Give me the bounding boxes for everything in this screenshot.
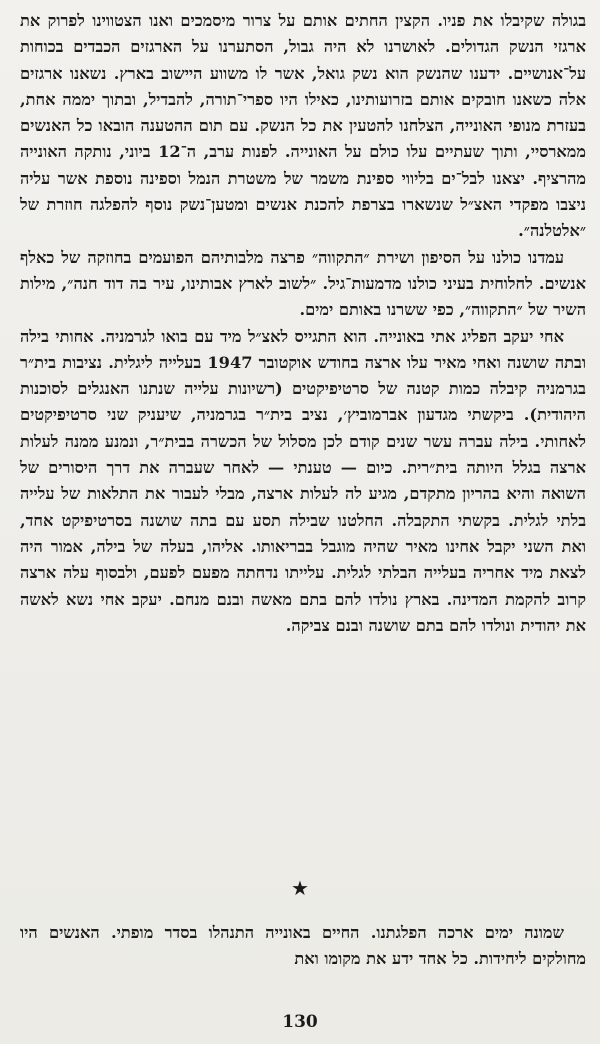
paragraph-1: בגולה שקיבלו את פניו. הקצין החתים אותם על צרור מיסמכים ואנו הצטווינו לפרוק את ארגזי הנשק הגדולים. לאושרנו לא היה גבול, הסתערנו על הארגזים הכבדים בכוחות על־אנושיים. ידענו שהנשק הוא נשק גואל, אשר לו משווע היישוב בארץ. נשאנו ארגזים אלה כשאנו חובקים אותם בזרועותינו, כאילו היו ספרי־תורה, להבדיל, ובתוך יממה אחת, בעזרת מנופי האונייה, הצלחנו להטעין את כל הנשק. עם תום ההטענה הובאו כל האנשים ממארסיי, ותוך שעתיים עלו כולם על האונייה. לפנות ערב, ה־12 ביוני, נותקה האונייה מהרציף. יצאנו לבל־ים בליווי ספינת משמר של משטרת הנמל וספינה נוספת אשר עליה ניצבו מפקדי האצ״ל שנשארו בצרפת להכנת אנשים ומטען־נשק נוסף להפלגה חוזרת של ״אלטלנה״. [20, 11, 586, 241]
section-divider-star-icon: ★ [291, 876, 309, 900]
body-text [20, 8, 586, 639]
paragraph-4: שמונה ימים ארכה הפלגתנו. החיים באונייה התנהלו בסדר מופתי. האנשים היו מחולקים ליחידות. כל אחד ידע את מקומו ואת [20, 923, 586, 969]
paragraph-2: עמדנו כולנו על הסיפון ושירת ״התקווה״ פרצה מלבותיהם הפועמים בחוזקה של כאלף אנשים. לחלוחית בעיני כולנו מדמעות־גיל. ״לשוב לארץ אבותינו, עיר בה דוד חנה״, מילות השיר של ״התקווה״, כפי ששרנו באותם ימים. [20, 247, 586, 320]
page-number: 130 [282, 1012, 318, 1032]
closing-text [20, 920, 586, 973]
paragraph-3: אחי יעקב הפליג אתי באונייה. הוא התגייס לאצ״ל מיד עם בואו לגרמניה. אחותי בילה ובתה שושנה ואחי מאיר עלו ארצה בחודש אוקטובר 1947 בעלייה ליגלית. נציבות בית״ר בגרמניה קיבלה כמות קטנה של סרטיפיקטים (רשיונות עלייה שנתנו האנגלים לסוכנות היהודית). ביקשתי מגדעון אברמוביץ׳, נציב בית״ר בגרמניה, שיעניק שני סרטיפיקטים לאחותי. בילה עברה עשר שנים קודם לכן מסלול של הכשרה בבית״ר, ונמנע ממנה לעלות ארצה בגלל היותה בית״רית. כיום — טענתי — לאחר שעברה את דרך היסורים של השואה והיא בהריון מתקדם, מגיע לה לעלות ארצה, מבלי לעבור את התלאות של עלייה בלתי לגלית. בקשתי התקבלה. החלטנו שבילה תסע עם בתה שושנה בסרטיפיקט אחד, ואת השני יקבל אחינו מאיר שהיה מוגבל בבריאותו. אליהו, בעלה של בילה, אמור היה לצאת מיד אחריה בעלייה הבלתי לגלית. עלייתו נדחתה מפעם לפעם, ולבסוף עלה ארצה קרוב להקמת המדינה. בארץ נולדו להם בתם מאשה ובנם מנחם. יעקב אחי נשא לאשה את יהודית ונולדו להם בתם שושנה ובנם צביקה. [20, 326, 586, 635]
